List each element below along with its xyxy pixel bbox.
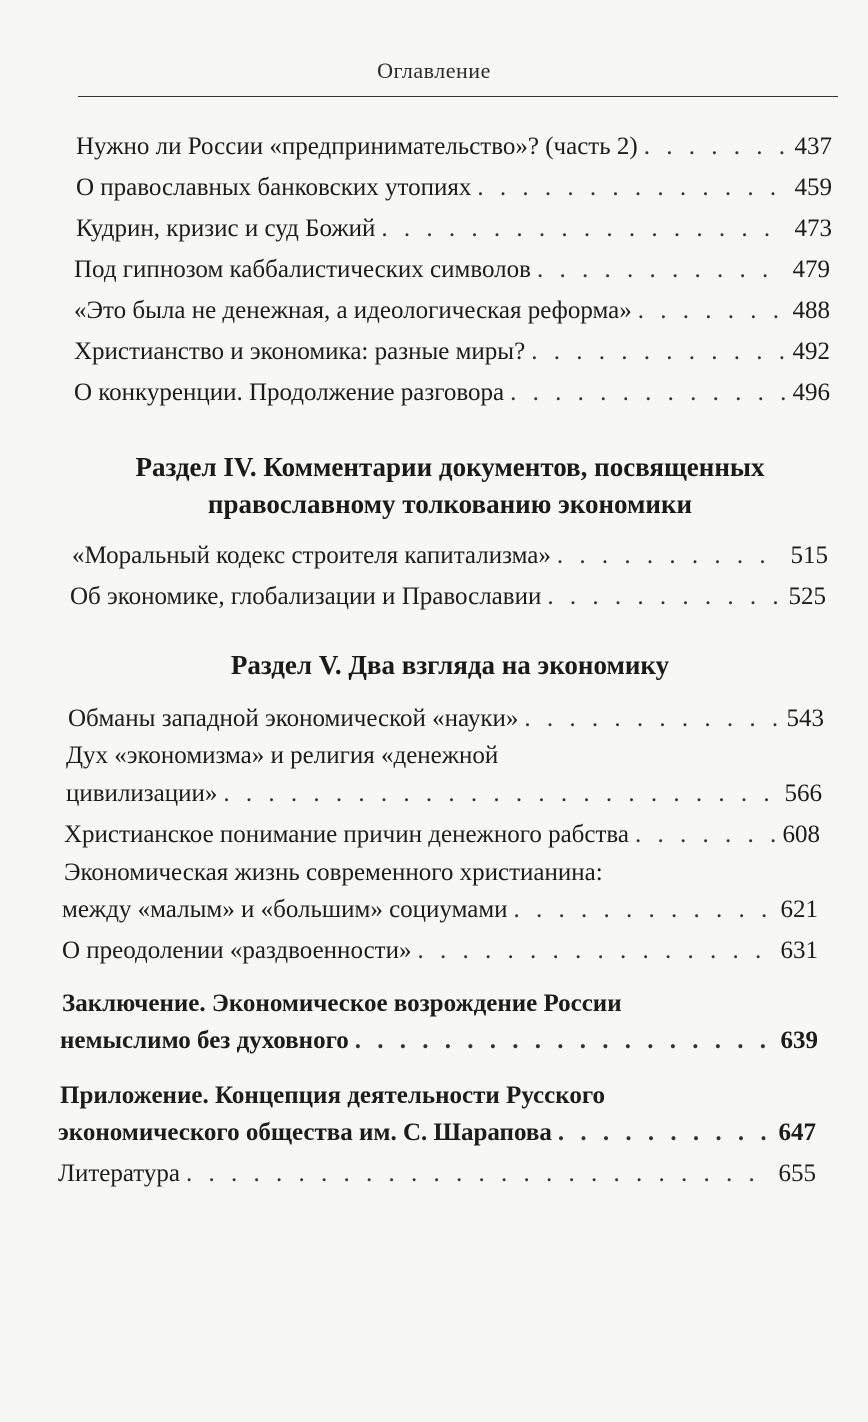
toc-entry-page: 488 [792,297,830,324]
toc-entry-page: 437 [794,133,832,160]
toc-entry-page: 639 [780,1027,818,1054]
toc-entry [74,297,830,325]
running-head: Оглавление [377,58,491,83]
toc-entry-title: немыслимо без духовного [60,1027,349,1054]
leader-dots [355,1027,773,1055]
toc-entry-title: Нужно ли России «предпринимательство»? (часть 2) [76,133,638,160]
leader-dots [537,256,785,284]
toc-entry-page: 566 [784,780,822,807]
toc-entry-title: О православных банковских утопиях [76,174,472,201]
leader-dots [644,133,787,161]
toc-entry-title: Об экономике, глобализации и Православии [70,583,542,610]
toc-entry-title: О преодолении «раздвоенности» [62,937,412,964]
toc-entry [76,133,832,161]
toc-entry [62,896,818,924]
leader-dots [547,583,780,611]
appendix-title-line: Приложение. Концепция деятельности Русского [60,1082,606,1109]
toc-entry-page: 459 [794,174,832,201]
toc-entry [74,379,830,407]
leader-dots [381,215,786,243]
header-rule [78,96,838,97]
toc-entry-page: 631 [780,937,818,964]
toc-entry-title: между «малым» и «большим» социумами [62,896,508,923]
toc-entry-title: Обманы западной экономической «науки» [68,705,519,732]
toc-entry [66,780,822,808]
toc-entry-title-line: Дух «экономизма» и религия «денежной [66,742,499,769]
toc-entry [72,542,828,570]
toc-entry-page: 647 [778,1119,816,1146]
toc-entry-page: 473 [794,215,832,242]
toc-entry-literature [58,1160,816,1188]
toc-entry-page: 496 [792,379,830,406]
leader-dots [223,780,776,808]
toc-entry-page: 621 [780,896,818,923]
toc-entry-conclusion [60,1027,818,1055]
leader-dots [510,379,784,407]
leader-dots [477,174,786,202]
toc-entry-title: Кудрин, кризис и суд Божий [76,215,376,242]
toc-entry [74,256,830,284]
conclusion-title-line: Заключение. Экономическое возрождение России [62,990,622,1017]
toc-entry-page: 543 [786,705,824,732]
leader-dots [531,338,784,366]
leader-dots [557,542,783,570]
toc-entry-title: О конкуренции. Продолжение разговора [74,379,505,406]
toc-entry [76,215,832,243]
leader-dots [524,705,778,733]
toc-entry-page: 655 [778,1160,816,1187]
leader-dots [635,821,775,849]
toc-entry-page: 608 [782,821,820,848]
leader-dots [638,297,785,325]
toc-entry-title: Христианское понимание причин денежного рабства [64,821,629,848]
toc-entry-title: «Моральный кодекс строителя капитализма» [72,542,551,569]
toc-entry-page: 525 [788,583,826,610]
toc-entry [62,937,818,965]
toc-entry-title: Христианство и экономика: разные миры? [74,338,526,365]
toc-entry [76,174,832,202]
toc-entry-title: Литература [58,1160,180,1187]
section-heading: Раздел V. Два взгляда на экономику [230,650,670,680]
leader-dots [417,937,772,965]
section-heading: Раздел IV. Комментарии документов, посвященных [135,452,765,482]
toc-entry [70,583,826,611]
section-heading: православному толкованию экономики [207,489,693,519]
toc-entry-title: Под гипнозом каббалистических символов [74,256,531,283]
toc-entry-page: 479 [792,256,830,283]
toc-entry-page: 492 [792,338,830,365]
toc-entry [64,821,820,849]
toc-entry [74,338,830,366]
toc-entry [68,705,824,733]
leader-dots [186,1160,771,1188]
leader-dots [558,1119,771,1147]
toc-entry-appendix [58,1119,816,1147]
toc-entry-title-line: Экономическая жизнь современного христианина: [64,859,603,886]
toc-entry-title: цивилизации» [66,780,218,807]
toc-entry-title: экономического общества им. С. Шарапова [58,1119,552,1146]
toc-entry-page: 515 [790,542,828,569]
toc-entry-title: «Это была не денежная, а идеологическая реформа» [74,297,632,324]
leader-dots [514,896,773,924]
